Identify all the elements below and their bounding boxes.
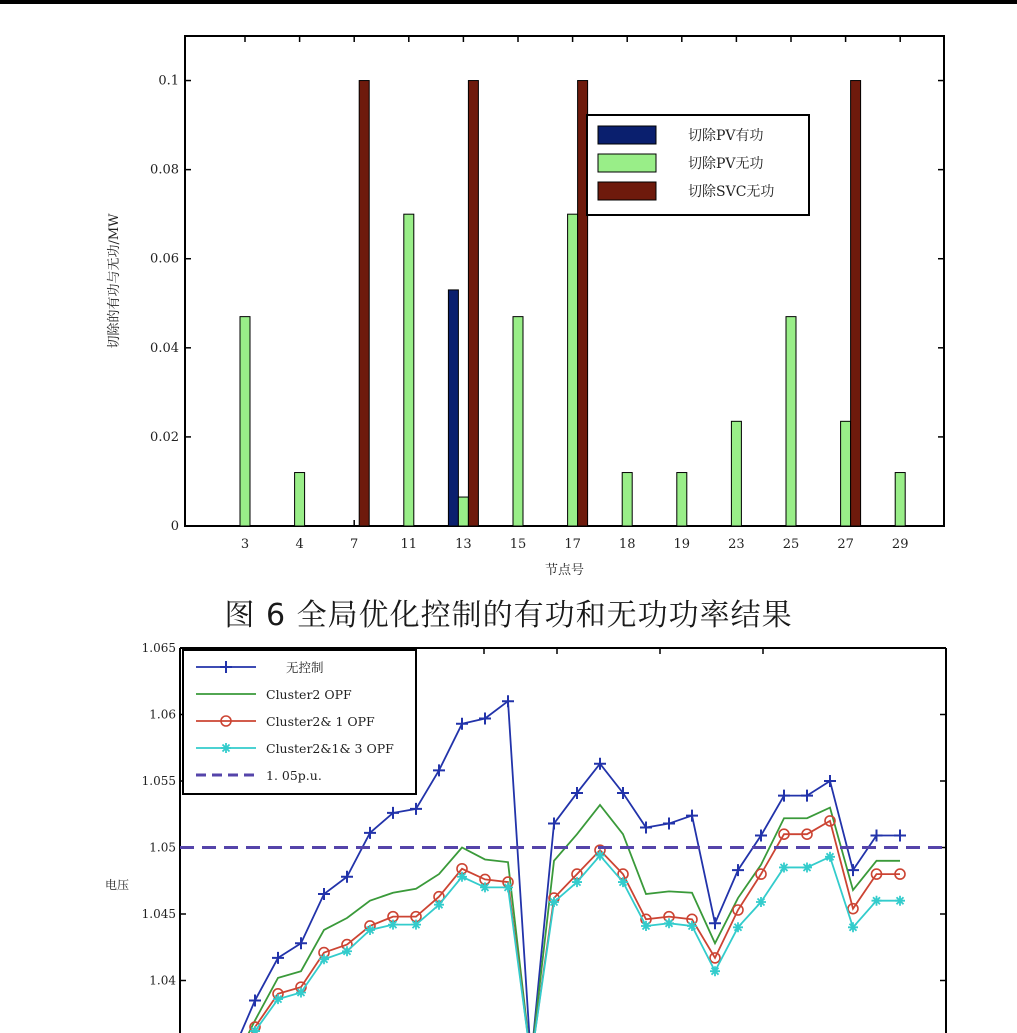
y-tick-label: 0.06 — [150, 251, 179, 267]
data-point — [709, 917, 721, 929]
data-point — [664, 918, 674, 928]
plot-frame — [185, 36, 944, 526]
legend-label: Cluster2&1& 3 OPF — [266, 741, 394, 756]
y-tick-label: 0.04 — [150, 340, 179, 356]
y-tick-label: 1.06 — [149, 707, 176, 722]
data-point — [894, 830, 906, 842]
data-point — [802, 862, 812, 872]
x-tick-label: 11 — [400, 537, 418, 552]
data-point — [249, 994, 261, 1006]
data-point — [595, 850, 605, 860]
data-point — [871, 830, 883, 842]
bar — [841, 421, 851, 526]
legend-swatch — [598, 154, 656, 172]
legend-label: Cluster2 OPF — [266, 687, 352, 702]
bar — [786, 317, 796, 526]
data-point — [388, 920, 398, 930]
series-line — [232, 855, 900, 1033]
data-point — [434, 900, 444, 910]
bar — [458, 497, 468, 526]
bar — [851, 81, 861, 526]
y-tick-label: 1.055 — [141, 774, 176, 788]
data-point — [410, 803, 422, 815]
x-tick-label: 13 — [455, 537, 472, 552]
legend-swatch — [598, 182, 656, 200]
figure-caption: 图 6 全局优化控制的有功和无功功率结果 — [224, 598, 793, 633]
x-tick-label: 25 — [782, 537, 800, 552]
bar — [404, 214, 414, 526]
data-point — [733, 922, 743, 932]
data-point — [433, 764, 445, 776]
line-chart-voltage — [0, 633, 1017, 1033]
y-axis-label: 切除的有功与无功/MW — [107, 213, 122, 349]
data-point — [456, 718, 468, 730]
legend-label: 1. 05p.u. — [266, 768, 322, 783]
legend-label: 切除PV有功 — [688, 128, 764, 144]
x-tick-label: 4 — [295, 537, 304, 552]
y-tick-label: 1.04 — [149, 973, 176, 988]
legend-label: 无控制 — [286, 660, 324, 675]
bar — [568, 214, 578, 526]
x-tick-label: 15 — [509, 537, 527, 552]
bar — [448, 290, 458, 526]
y-tick-label: 0.1 — [158, 73, 179, 89]
data-point — [549, 897, 559, 907]
x-tick-label: 7 — [350, 537, 359, 552]
series-line — [232, 805, 900, 1033]
y-axis-label: 电压 — [105, 878, 130, 892]
data-point — [872, 896, 882, 906]
data-point — [273, 994, 283, 1004]
data-point — [663, 818, 675, 830]
data-point — [480, 882, 490, 892]
y-tick-label: 1.065 — [141, 641, 176, 655]
data-point — [825, 852, 835, 862]
data-point — [779, 862, 789, 872]
bar — [895, 473, 905, 526]
bar — [731, 421, 741, 526]
data-point — [365, 925, 375, 935]
data-point — [342, 946, 352, 956]
legend-label: 切除PV无功 — [688, 156, 764, 172]
x-tick-label: 29 — [891, 537, 909, 552]
legend-label: Cluster2& 1 OPF — [266, 714, 375, 729]
bar — [295, 473, 305, 526]
bar — [677, 473, 687, 526]
x-tick-label: 3 — [240, 537, 250, 552]
data-point — [272, 952, 284, 964]
data-point — [295, 937, 307, 949]
legend-label: 切除SVC无功 — [688, 184, 775, 200]
data-point — [755, 830, 767, 842]
data-point — [710, 966, 720, 976]
data-point — [640, 822, 652, 834]
data-point — [686, 810, 698, 822]
y-tick-label: 1.05 — [149, 840, 176, 855]
x-tick-label: 19 — [673, 537, 691, 552]
bar — [622, 473, 632, 526]
legend-swatch — [598, 126, 656, 144]
data-point — [895, 896, 905, 906]
data-point — [778, 790, 790, 802]
y-tick-label: 0.02 — [150, 429, 179, 445]
y-tick-label: 0.08 — [150, 162, 179, 178]
x-tick-label: 27 — [837, 537, 854, 552]
data-point — [848, 922, 858, 932]
y-tick-label: 1.045 — [141, 907, 176, 921]
bar — [359, 81, 369, 526]
bar — [513, 317, 523, 526]
data-point — [824, 775, 836, 787]
x-axis-label: 节点号 — [544, 563, 585, 578]
bar — [468, 81, 478, 526]
legend-marker — [221, 743, 231, 753]
data-point — [618, 877, 628, 887]
y-tick-label: 0 — [170, 519, 179, 534]
data-point — [732, 864, 744, 876]
data-point — [801, 790, 813, 802]
x-tick-label: 18 — [618, 537, 636, 552]
data-point — [411, 920, 421, 930]
x-tick-label: 17 — [564, 537, 581, 552]
x-tick-label: 23 — [728, 537, 745, 552]
series-line — [232, 821, 900, 1033]
bar — [240, 317, 250, 526]
